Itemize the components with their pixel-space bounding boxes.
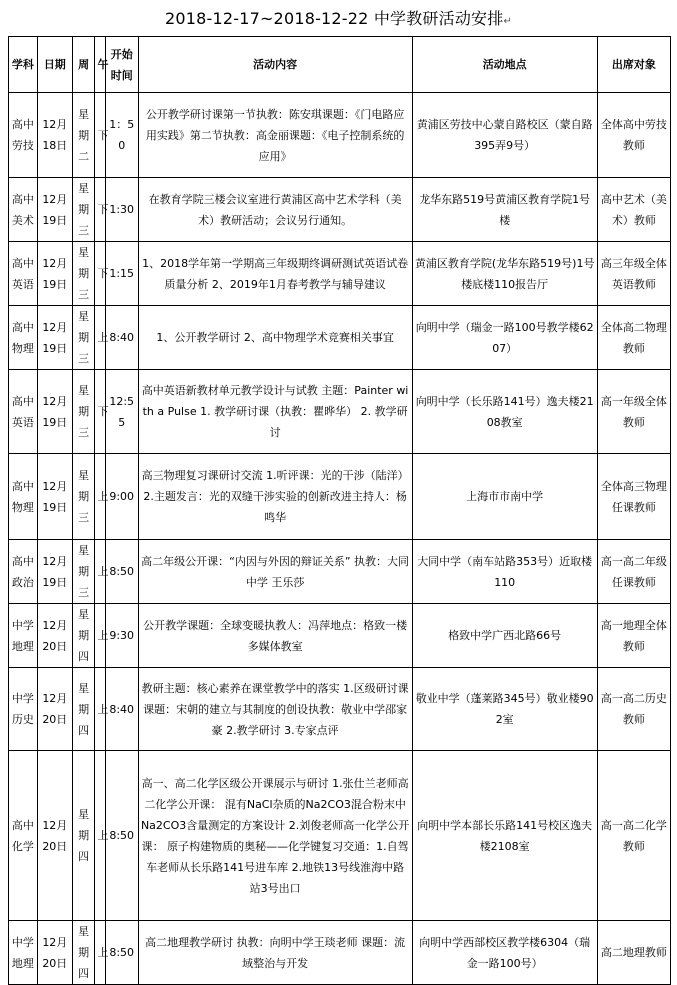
cell-day: 星期四 [72,921,95,985]
cell-date: 12月20日 [37,604,72,668]
cell-audience: 高一地理全体教师 [597,604,670,668]
cell-time: 8:50 [105,540,138,604]
table-row [9,454,671,540]
cell-time: 8:50 [105,751,138,921]
table-row [9,93,671,178]
table-row [9,921,671,985]
cell-subject: 高中政治 [9,540,38,604]
table-row [9,178,671,242]
cell-day: 星期四 [72,668,95,751]
page-title [0,6,677,29]
cell-audience: 高一高二年级任课教师 [597,540,670,604]
header-day: 周 [72,37,95,93]
header-location: 活动地点 [412,37,597,93]
cell-ampm: 下 [95,178,105,242]
cell-location: 龙华东路519号黄浦区教育学院1号楼 [412,178,597,242]
cell-subject: 高中化学 [9,751,38,921]
cell-date: 12月18日 [37,93,72,178]
cell-day: 星期三 [72,178,95,242]
cell-subject: 中学地理 [9,604,38,668]
cell-subject: 高中物理 [9,454,38,540]
cell-ampm: 上 [95,540,105,604]
cell-location: 向明中学西部校区教学楼6304（瑞金一路100号） [412,921,597,985]
header-activity: 活动内容 [138,37,412,93]
cell-ampm: 上 [95,921,105,985]
cell-audience: 全体高三物理任课教师 [597,454,670,540]
cell-day: 星期二 [72,93,95,178]
cell-subject: 中学历史 [9,668,38,751]
cell-subject: 高中英语 [9,370,38,454]
cell-time: 1:30 [105,178,138,242]
cell-audience: 高中艺术（美术）教师 [597,178,670,242]
cell-location: 黄浦区教育学院(龙华东路519号)1号楼底楼110报告厅 [412,242,597,306]
cell-date: 12月19日 [37,242,72,306]
cell-audience: 全体高二物理教师 [597,306,670,370]
cell-location: 向明中学（长乐路141号）逸夫楼2108教室 [412,370,597,454]
cell-date: 12月19日 [37,306,72,370]
cell-date: 12月20日 [37,668,72,751]
cell-location: 向明中学本部长乐路141号校区逸夫楼2108室 [412,751,597,921]
table-row [9,306,671,370]
header-subject: 学科 [9,37,38,93]
cell-time: 1：50 [105,93,138,178]
cell-ampm: 上 [95,751,105,921]
cell-ampm: 上 [95,668,105,751]
cell-audience: 高一年级全体教师 [597,370,670,454]
cell-audience: 高三年级全体英语教师 [597,242,670,306]
table-row [9,604,671,668]
cell-time: 8:40 [105,306,138,370]
cell-activity: 公开教学研讨课第一节执教：陈安琪课题：《门电路应用实践》第二节执教：高金丽课题：《电子控制系统的应用》 [138,93,412,178]
table-row [9,540,671,604]
cell-location: 敬业中学（蓬莱路345号）敬业楼902室 [412,668,597,751]
cell-activity: 高二地理教学研讨 执教：向明中学王琰老师 课题：流域整治与开发 [138,921,412,985]
cell-date: 12月19日 [37,540,72,604]
cell-activity: 1、2018学年第一学期高三年级期终调研测试英语试卷质量分析 2、2019年1月春考教学与辅导建议 [138,242,412,306]
table-row [9,751,671,921]
table-row [9,242,671,306]
cell-activity: 高中英语新教材单元教学设计与试教 主题：Painter with a Pulse 1. 教学研讨课（执教：瞿晔华） 2. 教学研讨 [138,370,412,454]
cell-ampm: 上 [95,306,105,370]
cell-activity: 高三物理复习课研讨交流 1.听评课：光的干涉（陆洋） 2.主题发言：光的双缝干涉实验的创新改进主持人：杨鸣华 [138,454,412,540]
cell-date: 12月19日 [37,178,72,242]
cell-subject: 高中物理 [9,306,38,370]
cell-day: 星期三 [72,370,95,454]
cell-date: 12月20日 [37,921,72,985]
cell-location: 上海市市南中学 [412,454,597,540]
cell-subject: 高中劳技 [9,93,38,178]
cell-location: 格致中学广西北路66号 [412,604,597,668]
header-audience: 出席对象 [597,37,670,93]
cell-ampm: 上 [95,454,105,540]
header-time: 开始时间 [105,37,138,93]
cell-ampm: 下 [95,93,105,178]
cell-time: 1:15 [105,242,138,306]
cell-ampm: 下 [95,370,105,454]
cell-activity: 教研主题：核心素养在课堂教学中的落实 1.区级研讨课课题：宋朝的建立与其制度的创设执教：敬业中学邵家豪 2.教学研讨 3.专家点评 [138,668,412,751]
cell-ampm: 上 [95,604,105,668]
cell-location: 黄浦区劳技中心蒙自路校区（蒙自路395弄9号） [412,93,597,178]
table-row [9,370,671,454]
header-date: 日期 [37,37,72,93]
cell-activity: 公开教学课题：全球变暖执教人：冯萍地点：格致一楼多媒体教室 [138,604,412,668]
header-row [9,37,671,93]
cell-audience: 高一高二化学教师 [597,751,670,921]
cell-time: 8:50 [105,921,138,985]
cell-date: 12月19日 [37,454,72,540]
cell-day: 星期三 [72,540,95,604]
cell-time: 12:55 [105,370,138,454]
cell-subject: 高中美术 [9,178,38,242]
cell-time: 9:30 [105,604,138,668]
cell-date: 12月20日 [37,751,72,921]
page-title-text: 2018-12-17~2018-12-22 中学教研活动安排 [164,9,504,28]
header-ampm: 午 [95,37,105,93]
cell-activity: 在教育学院三楼会议室进行黄浦区高中艺术学科（美术）教研活动；会议另行通知。 [138,178,412,242]
cell-activity: 高一、高二化学区级公开课展示与研讨 1.张仕兰老师高二化学公开课： 混有NaCl杂质的Na2CO3混合粉末中Na2CO3含量测定的方案设计 2.刘俊老师高一化学公开课： 原子构建物质的奥秘——化学键复习交通：1.自驾车老师从长乐路141号进车库 2.地铁13号线淮海中路站3号出口 [138,751,412,921]
cell-time: 9:00 [105,454,138,540]
cell-audience: 高一高二历史教师 [597,668,670,751]
cell-day: 星期三 [72,306,95,370]
cell-activity: 1、公开教学研讨 2、高中物理学术竞赛相关事宜 [138,306,412,370]
cell-activity: 高二年级公开课：“内因与外因的辩证关系” 执教：大同中学 王乐莎 [138,540,412,604]
cell-location: 大同中学（南车站路353号）近取楼110 [412,540,597,604]
cell-day: 星期三 [72,454,95,540]
cell-day: 星期四 [72,751,95,921]
cell-audience: 全体高中劳技教师 [597,93,670,178]
cell-ampm: 下 [95,242,105,306]
cell-day: 星期三 [72,242,95,306]
cell-day: 星期四 [72,604,95,668]
cell-location: 向明中学（瑞金一路100号教学楼6207） [412,306,597,370]
cell-date: 12月19日 [37,370,72,454]
schedule-table [8,36,671,985]
table-row [9,668,671,751]
return-mark-icon: ↵ [503,16,513,27]
cell-subject: 高中英语 [9,242,38,306]
cell-subject: 中学地理 [9,921,38,985]
cell-audience: 高二地理教师 [597,921,670,985]
cell-time: 8:40 [105,668,138,751]
